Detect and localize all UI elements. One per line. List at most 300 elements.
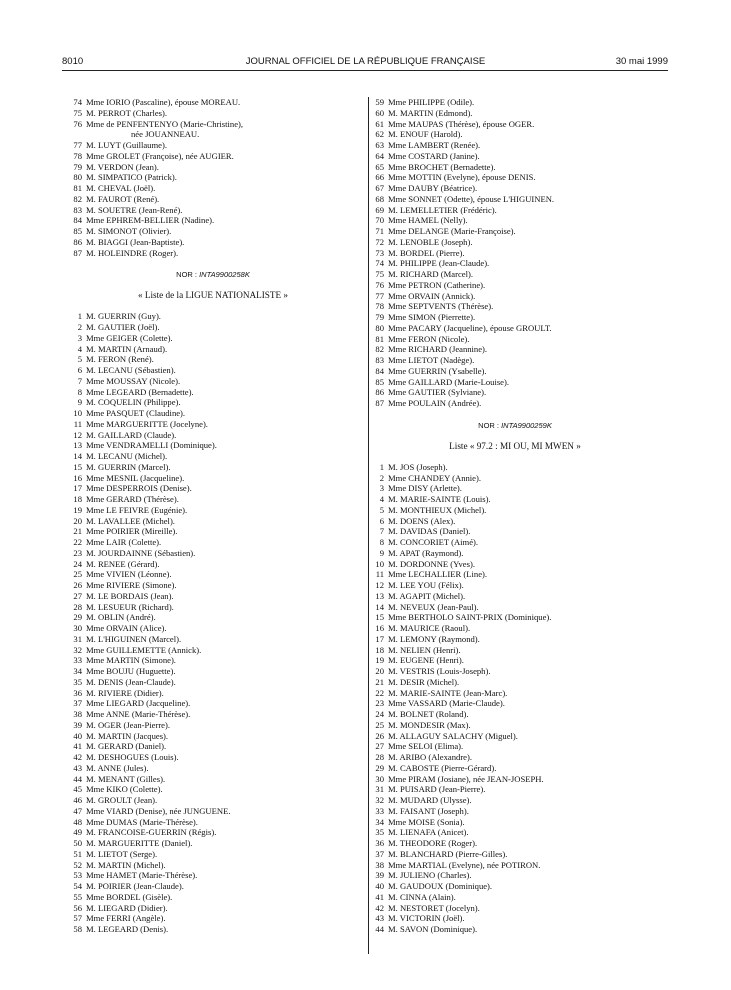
entry-name: M. ALLAGUY SALACHY (Miguel). xyxy=(388,730,518,741)
list-item xyxy=(370,537,660,548)
entry-number: 37 xyxy=(73,698,82,709)
list-item xyxy=(68,731,358,742)
entry-name: M. HOLEINDRE (Roger). xyxy=(86,247,179,258)
entry-name: Mme VIVIEN (Léonne). xyxy=(86,569,172,580)
entry-name: Mme POIRIER (Mireille). xyxy=(86,526,178,537)
entry-name: M. PUISARD (Jean-Pierre). xyxy=(388,784,486,795)
entry-name: M. LIETOT (Serge). xyxy=(86,848,158,859)
entry-name: M. LEE YOU (Félix). xyxy=(388,580,464,590)
entry-number: 52 xyxy=(73,859,82,870)
list-item xyxy=(68,580,358,591)
list-item xyxy=(68,763,358,774)
list-item xyxy=(68,322,358,333)
entry-number: 37 xyxy=(375,848,384,859)
list-item xyxy=(370,677,660,688)
list-item xyxy=(68,97,358,108)
entry-name: M. RICHARD (Marcel). xyxy=(388,269,473,279)
entry-number: 69 xyxy=(375,204,384,215)
list-item xyxy=(370,580,660,591)
list-item xyxy=(370,827,660,838)
list-item xyxy=(370,634,660,645)
entry-number: 15 xyxy=(73,461,82,472)
entry-name: M. MONTHIEUX (Michel). xyxy=(388,504,487,515)
entry-name: M. FRANCOISE-GUERRIN (Régis). xyxy=(86,827,217,838)
entry-number: 77 xyxy=(375,290,384,301)
entry-number: 87 xyxy=(375,398,384,408)
list-item xyxy=(68,741,358,752)
entry-number: 20 xyxy=(375,666,384,676)
list-item xyxy=(370,387,660,398)
list-item xyxy=(68,784,358,795)
entry-name: Mme GAUTIER (Sylviane). xyxy=(388,387,487,398)
entry-number: 32 xyxy=(375,795,384,805)
entry-number: 56 xyxy=(73,902,82,913)
list-item xyxy=(370,817,660,828)
entry-name: M. GUERRIN (Marcel). xyxy=(86,461,171,472)
entry-name: Mme ORVAIN (Alice). xyxy=(86,623,167,633)
entry-name: Mme RICHARD (Jeannine). xyxy=(388,344,488,355)
entry-name: Mme HAMET (Marie-Thérèse). xyxy=(86,870,198,881)
entry-name: M. RENEE (Gérard). xyxy=(86,558,160,569)
list-item xyxy=(68,774,358,785)
list-item xyxy=(370,892,660,903)
entry-name: M. VERDON (Jean). xyxy=(86,161,159,172)
list-item xyxy=(370,913,660,924)
entry-number: 25 xyxy=(73,569,82,580)
entry-name: M. MARTIN (Michel). xyxy=(86,859,166,870)
entry-number: 44 xyxy=(73,773,82,784)
entry-number: 14 xyxy=(73,451,82,461)
list-item xyxy=(68,655,358,666)
entry-number: 40 xyxy=(73,730,82,741)
entry-number: 9 xyxy=(379,547,384,558)
list-item xyxy=(370,516,660,527)
list-item xyxy=(68,634,358,645)
list-item xyxy=(68,483,358,494)
entry-number: 21 xyxy=(375,676,384,687)
entry-number: 3 xyxy=(379,483,384,494)
entry-name: M. SAVON (Dominique). xyxy=(388,924,478,934)
list-item xyxy=(370,140,660,151)
list-item xyxy=(370,366,660,377)
list-item xyxy=(68,591,358,602)
list-item xyxy=(68,183,358,194)
entry-number: 87 xyxy=(73,247,82,258)
entry-number: 35 xyxy=(375,827,384,838)
entry-number: 23 xyxy=(375,698,384,709)
list-item xyxy=(370,731,660,742)
entry-number: 13 xyxy=(375,590,384,601)
entry-name: Mme MOTTIN (Evelyne), épouse DENIS. xyxy=(388,172,536,183)
entry-number: 86 xyxy=(73,236,82,247)
list-item xyxy=(370,226,660,237)
entry-number: 31 xyxy=(375,784,384,795)
entry-number: 38 xyxy=(375,859,384,870)
entry-name: Mme PACARY (Jacqueline), épouse GROULT. xyxy=(388,322,552,333)
entry-name: M. BORDEL (Pierre). xyxy=(388,247,465,258)
entry-name: M. CINNA (Alain). xyxy=(388,891,456,902)
entry-number: 80 xyxy=(375,322,384,333)
entry-name: Mme GUERRIN (Ysabelle). xyxy=(388,365,487,376)
entry-number: 73 xyxy=(375,247,384,258)
entry-name: M. NESTORET (Jocelyn). xyxy=(388,902,480,913)
entry-name: M. LEMONY (Raymond). xyxy=(388,633,480,644)
column-divider xyxy=(368,97,369,954)
entry-number: 83 xyxy=(73,204,82,215)
entry-name: Mme GAILLARD (Marie-Louise). xyxy=(388,376,509,387)
entry-name: M. AGAPIT (Michel). xyxy=(388,590,466,601)
entry-name: M. GERARD (Daniel). xyxy=(86,741,167,752)
list-item xyxy=(370,129,660,140)
entry-name: Mme PASQUET (Claudine). xyxy=(86,408,186,418)
entry-number: 5 xyxy=(77,354,82,365)
entry-number: 65 xyxy=(375,161,384,172)
list-item xyxy=(68,494,358,505)
entry-number: 7 xyxy=(379,526,384,537)
list-item xyxy=(370,280,660,291)
list-item xyxy=(68,162,358,173)
entry-name: Mme VASSARD (Marie-Claude). xyxy=(388,698,505,709)
entry-name: Mme LE FEIVRE (Eugénie). xyxy=(86,504,188,515)
entry-number: 24 xyxy=(73,558,82,569)
entry-name: M. MONDESIR (Max). xyxy=(388,719,471,730)
entry-number: 8 xyxy=(379,537,384,547)
entry-number: 53 xyxy=(73,870,82,881)
entry-name: M. EUGENE (Henri). xyxy=(388,655,464,666)
entry-name: Mme ORVAIN (Annick). xyxy=(388,290,476,301)
list-item xyxy=(370,205,660,216)
list-item xyxy=(370,334,660,345)
nor-reference xyxy=(370,421,660,431)
entry-number: 13 xyxy=(73,440,82,451)
entry-name: Mme de PENFENTENYO (Marie-Christine), xyxy=(86,118,244,129)
entry-name: M. OBLIN (André). xyxy=(86,612,156,623)
entry-name: M. COQUELIN (Philippe). xyxy=(86,397,181,408)
entry-number: 62 xyxy=(375,129,384,140)
list-item xyxy=(68,473,358,484)
list-item xyxy=(68,140,358,151)
entry-number: 24 xyxy=(375,709,384,719)
list-item xyxy=(370,183,660,194)
nor-code: INTA9900259K xyxy=(501,420,552,430)
list-item xyxy=(68,376,358,387)
entry-number: 50 xyxy=(73,838,82,848)
entry-number: 34 xyxy=(73,666,82,676)
list-item xyxy=(68,516,358,527)
entry-name: M. ANNE (Jules). xyxy=(86,762,149,773)
entry-number: 71 xyxy=(375,226,384,236)
list-item xyxy=(68,924,358,935)
entry-name: M. CABOSTE (Pierre-Gérard). xyxy=(388,762,497,773)
entry-number: 18 xyxy=(375,644,384,655)
entry-name: M. GROULT (Jean). xyxy=(86,795,158,805)
entry-number: 78 xyxy=(73,150,82,161)
list-item xyxy=(68,108,358,119)
entry-number: 41 xyxy=(375,891,384,902)
list-item xyxy=(68,569,358,580)
list-item xyxy=(370,623,660,634)
entry-name: Mme VENDRAMELLI (Dominique). xyxy=(86,440,217,451)
entry-number: 28 xyxy=(375,752,384,762)
entry-number: 54 xyxy=(73,881,82,891)
entry-name: M. MARTIN (Arnaud). xyxy=(86,343,168,354)
header-rule xyxy=(62,70,668,71)
entry-name: Mme MARGUERITTE (Jocelyne). xyxy=(86,418,208,429)
entry-number: 15 xyxy=(375,612,384,623)
entry-name: Mme BERTHOLO SAINT-PRIX (Dominique). xyxy=(388,612,552,623)
publication-date: 30 mai 1999 xyxy=(615,56,668,67)
entry-number: 12 xyxy=(73,429,82,440)
list-item xyxy=(68,440,358,451)
entry-number: 75 xyxy=(73,107,82,118)
list-item xyxy=(68,870,358,881)
list-item xyxy=(370,494,660,505)
entry-name: Mme FERON (Nicole). xyxy=(388,333,470,344)
list-item xyxy=(68,709,358,720)
entry-number: 83 xyxy=(375,355,384,365)
list-item xyxy=(370,291,660,302)
entry-name: M. APAT (Raymond). xyxy=(388,547,464,558)
entry-number: 39 xyxy=(375,870,384,881)
entry-name: M. GUERRIN (Guy). xyxy=(86,311,161,322)
list-item xyxy=(68,698,358,709)
candidate-list xyxy=(370,462,660,935)
entry-number: 43 xyxy=(375,913,384,924)
nor-reference xyxy=(68,270,358,280)
entry-number: 84 xyxy=(73,215,82,226)
entry-number: 1 xyxy=(379,461,384,472)
entry-name: M. BOLNET (Roland). xyxy=(388,709,469,719)
list-item xyxy=(370,323,660,334)
candidate-list xyxy=(68,311,358,935)
entry-name: M. SOUETRE (Jean-René). xyxy=(86,204,183,215)
entry-number: 48 xyxy=(73,816,82,827)
list-item xyxy=(370,903,660,914)
list-item xyxy=(370,849,660,860)
list-item xyxy=(68,333,358,344)
list-item xyxy=(68,795,358,806)
entry-number: 4 xyxy=(77,343,82,354)
entry-name: Mme SONNET (Odette), épouse L'HIGUINEN. xyxy=(388,193,555,204)
entry-name: M. MARTIN (Edmond). xyxy=(388,107,473,118)
entry-name: M. MUDARD (Ulysse). xyxy=(388,795,472,805)
list-title: « Liste de la LIGUE NATIONALISTE » xyxy=(137,290,289,301)
entry-name: Mme MARTIN (Simone). xyxy=(86,655,176,666)
list-item xyxy=(68,537,358,548)
entry-name: M. ARIBO (Alexandre). xyxy=(388,752,473,762)
list-item xyxy=(370,377,660,388)
entry-number: 8 xyxy=(77,386,82,397)
entry-name: Mme PETRON (Catherine). xyxy=(388,279,486,290)
list-item xyxy=(68,451,358,462)
list-item xyxy=(370,151,660,162)
list-item xyxy=(370,483,660,494)
entry-name: M. MAURICE (Raoul). xyxy=(388,623,471,633)
entry-name: M. JOS (Joseph). xyxy=(388,461,448,472)
entry-name: Mme CHANDEY (Annie). xyxy=(388,472,482,483)
entry-name: née JOUANNEAU. xyxy=(131,129,200,140)
list-item xyxy=(370,473,660,484)
entry-name: M. JOURDAINNE (Sébastien). xyxy=(86,547,196,558)
entry-number: 7 xyxy=(77,375,82,386)
list-item xyxy=(68,205,358,216)
entry-number: 39 xyxy=(73,719,82,730)
entry-name: Mme HAMEL (Nelly). xyxy=(388,215,468,226)
entry-number: 18 xyxy=(73,494,82,504)
list-item xyxy=(370,924,660,935)
entry-name: M. FAUROT (René). xyxy=(86,193,160,204)
entry-number: 72 xyxy=(375,236,384,247)
entry-name: Mme POULAIN (Andrée). xyxy=(388,398,482,408)
entry-number: 10 xyxy=(375,558,384,569)
entry-number: 26 xyxy=(73,580,82,590)
entry-number: 21 xyxy=(73,526,82,537)
nor-label: NOR : xyxy=(478,420,499,430)
list-item xyxy=(68,838,358,849)
list-item xyxy=(68,849,358,860)
entry-name: Mme EPHREM-BELLIER (Nadine). xyxy=(86,215,215,226)
entry-number: 35 xyxy=(73,676,82,687)
list-title: Liste « 97.2 : MI OU, MI MWEN » xyxy=(449,440,581,451)
entry-name: Mme SEPTVENTS (Thérèse). xyxy=(388,301,494,312)
entry-number: 43 xyxy=(73,762,82,773)
entry-name: M. MENANT (Gilles). xyxy=(86,773,166,784)
entry-number: 26 xyxy=(375,730,384,741)
entry-name: M. SIMPATICO (Patrick). xyxy=(86,172,177,183)
entry-number: 59 xyxy=(375,97,384,107)
entry-number: 40 xyxy=(375,881,384,891)
entry-name: M. CONCORIET (Aimé). xyxy=(388,537,479,547)
entry-name: M. CHEVAL (Joël). xyxy=(86,183,156,193)
entry-name: Mme MAUPAS (Thérèse), épouse OGER. xyxy=(388,118,535,129)
entry-name: M. MARTIN (Jacques). xyxy=(86,730,169,741)
entry-number: 49 xyxy=(73,827,82,838)
list-item xyxy=(370,258,660,269)
entry-number: 66 xyxy=(375,172,384,183)
entry-number: 17 xyxy=(375,633,384,644)
entry-number: 22 xyxy=(375,687,384,698)
entry-name: Mme DISY (Arlette). xyxy=(388,483,462,494)
entry-number: 4 xyxy=(379,494,384,504)
entry-number: 33 xyxy=(375,805,384,816)
entry-number: 77 xyxy=(73,140,82,150)
entry-number: 27 xyxy=(73,590,82,601)
entry-number: 1 xyxy=(77,311,82,322)
spacer xyxy=(68,258,358,270)
list-item xyxy=(370,355,660,366)
entry-number: 42 xyxy=(375,902,384,913)
entry-number: 63 xyxy=(375,140,384,150)
entry-number: 57 xyxy=(73,913,82,924)
list-item xyxy=(370,838,660,849)
list-item xyxy=(370,97,660,108)
entry-number: 17 xyxy=(73,483,82,494)
entry-name: M. DAVIDAS (Daniel). xyxy=(388,526,471,537)
entry-number: 70 xyxy=(375,215,384,226)
list-item xyxy=(68,215,358,226)
list-item xyxy=(68,397,358,408)
entry-name: Mme DESPERROIS (Denise). xyxy=(86,483,192,494)
entry-name: M. MARIE-SAINTE (Louis). xyxy=(388,494,491,504)
entry-number: 82 xyxy=(73,193,82,204)
entry-name: Mme MARTIAL (Evelyne), née POTIRON. xyxy=(388,859,541,870)
entry-number: 58 xyxy=(73,924,82,934)
list-item xyxy=(68,860,358,871)
left-column xyxy=(68,97,358,935)
entry-name: M. PHILIPPE (Jean-Claude). xyxy=(388,258,490,269)
entry-number: 47 xyxy=(73,805,82,816)
entry-number: 67 xyxy=(375,183,384,193)
entry-number: 14 xyxy=(375,601,384,612)
entry-name: Mme RIVIERE (Simone). xyxy=(86,580,177,590)
list-item xyxy=(370,806,660,817)
entry-name: M. LECANU (Sébastien). xyxy=(86,365,176,375)
entry-name: Mme BROCHET (Bernadette). xyxy=(388,161,496,172)
list-item xyxy=(370,612,660,623)
entry-number: 6 xyxy=(379,515,384,526)
entry-number: 27 xyxy=(375,741,384,752)
entry-number: 42 xyxy=(73,752,82,762)
entry-number: 55 xyxy=(73,891,82,902)
entry-number xyxy=(68,129,86,140)
entry-name: M. LENOBLE (Joseph). xyxy=(388,236,473,247)
entry-name: Mme DUMAS (Marie-Thérèse). xyxy=(86,816,198,827)
entry-number: 11 xyxy=(73,418,82,429)
list-item xyxy=(370,269,660,280)
list-item xyxy=(68,817,358,828)
entry-name: M. GAUDOUX (Dominique). xyxy=(388,881,493,891)
entry-name: Mme KIKO (Colette). xyxy=(86,784,163,795)
list-item xyxy=(68,666,358,677)
list-item xyxy=(370,301,660,312)
entry-name: M. PERROT (Charles). xyxy=(86,107,168,118)
entry-number: 60 xyxy=(375,107,384,118)
entry-name: M. LIEGARD (Didier). xyxy=(86,902,168,913)
list-item xyxy=(68,344,358,355)
list-item xyxy=(68,408,358,419)
list-item xyxy=(68,248,358,259)
entry-number: 44 xyxy=(375,924,384,934)
entry-name: M. LECANU (Michel). xyxy=(86,451,168,461)
entry-number: 80 xyxy=(73,172,82,183)
list-item xyxy=(370,312,660,323)
list-item xyxy=(370,602,660,613)
list-item xyxy=(68,677,358,688)
entry-name: Mme BOUJU (Huguette). xyxy=(86,666,176,676)
entry-number: 28 xyxy=(73,601,82,612)
entry-name: Mme IORIO (Pascaline), épouse MOREAU. xyxy=(86,97,241,107)
entry-number: 79 xyxy=(73,161,82,172)
entry-number: 38 xyxy=(73,709,82,719)
list-item xyxy=(68,387,358,398)
nor-label: NOR : xyxy=(176,270,197,280)
entry-number: 84 xyxy=(375,365,384,376)
list-item xyxy=(370,559,660,570)
page-number: 8010 xyxy=(62,56,84,67)
list-item xyxy=(68,226,358,237)
entry-number: 3 xyxy=(77,332,82,343)
entry-name: M. NEVEUX (Jean-Paul). xyxy=(388,601,479,612)
entry-number: 16 xyxy=(73,472,82,483)
entry-name: M. DESHOGUES (Louis). xyxy=(86,752,179,762)
entry-number: 25 xyxy=(375,719,384,730)
list-item xyxy=(68,430,358,441)
entry-name: M. RIVIERE (Didier). xyxy=(86,687,164,698)
list-item xyxy=(370,881,660,892)
entry-name: Mme SIMON (Pierrette). xyxy=(388,312,476,322)
entry-number: 29 xyxy=(375,762,384,773)
list-item xyxy=(68,720,358,731)
